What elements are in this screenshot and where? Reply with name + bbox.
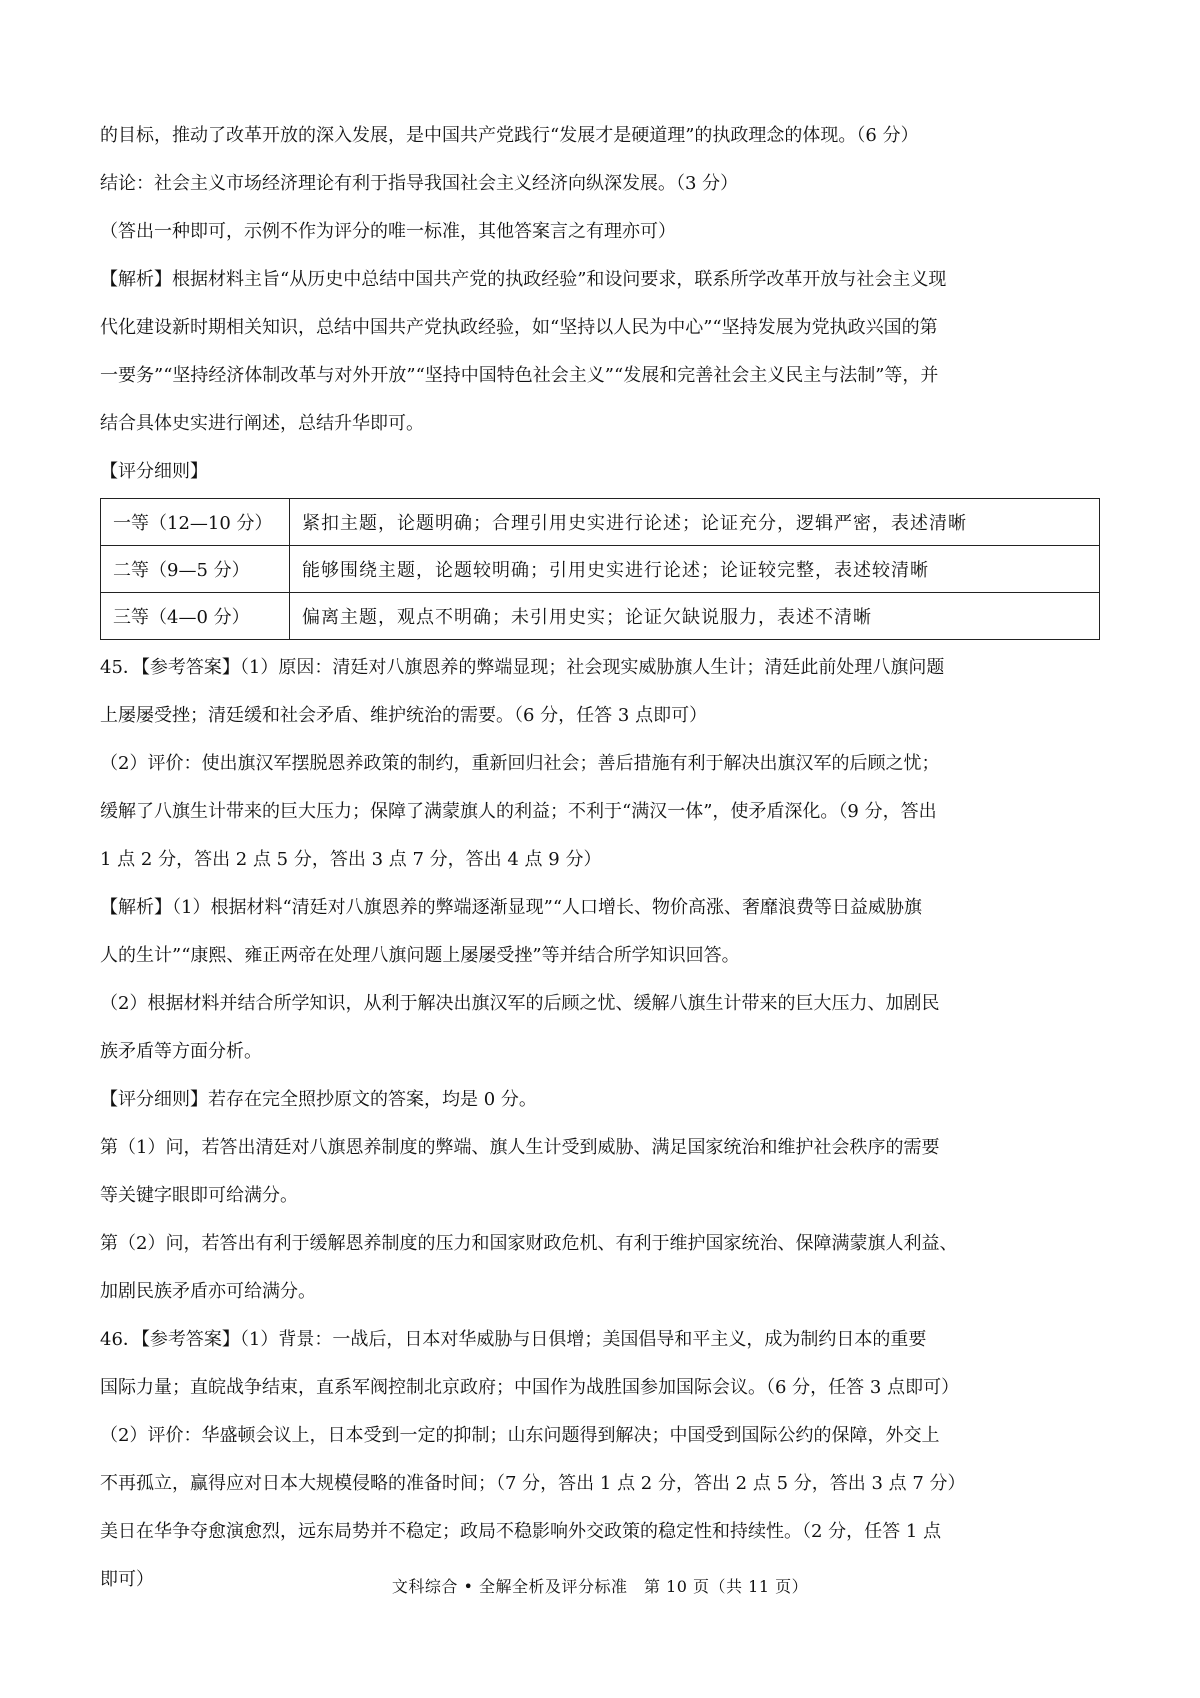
text-line: 【解析】（1）根据材料“清廷对八旗恩养的弊端逐渐显现”“人口增长、物价高涨、奢靡浪费等日益威胁旗	[100, 897, 923, 918]
grade-cell: 三等（4—0 分）	[101, 593, 290, 640]
text-line: 族矛盾等方面分析。	[100, 1041, 262, 1062]
text-line: 1 点 2 分，答出 2 点 5 分，答出 3 点 7 分，答出 4 点 9 分）	[100, 849, 602, 870]
text-line: 美日在华争夺愈演愈烈，远东局势并不稳定；政局不稳影响外交政策的稳定性和持续性。（2 分，任答 1 点	[100, 1521, 942, 1542]
text-line: 第（1）问，若答出清廷对八旗恩养制度的弊端、旗人生计受到威胁、满足国家统治和维护社会秩序的需要	[100, 1137, 940, 1158]
text-line: （2）评价：使出旗汉军摆脱恩养政策的制约，重新回归社会；善后措施有利于解决出旗汉军的后顾之忧；	[100, 753, 940, 774]
text-line: 第（2）问，若答出有利于缓解恩养制度的压力和国家财政危机、有利于维护国家统治、保障满蒙旗人利益、	[100, 1233, 958, 1254]
text-line: 【评分细则】若存在完全照抄原文的答案，均是 0 分。	[100, 1089, 537, 1110]
text-line: 46．【参考答案】（1）背景：一战后，日本对华威胁与日俱增；美国倡导和平主义，成为制约日本的重要	[100, 1329, 927, 1350]
text-line: 人的生计”“康熙、雍正两帝在处理八旗问题上屡屡受挫”等并结合所学知识回答。	[100, 945, 740, 966]
text-line: 即可）	[100, 1569, 154, 1590]
text-line: 【解析】根据材料主旨“从历史中总结中国共产党的执政经验”和设问要求，联系所学改革开放与社会主义现	[100, 269, 947, 290]
text-line: 45．【参考答案】（1）原因：清廷对八旗恩养的弊端显现；社会现实威胁旗人生计；清廷此前处理八旗问题	[100, 657, 945, 678]
text-line: 的目标，推动了改革开放的深入发展，是中国共产党践行“发展才是硬道理”的执政理念的体现。（6 分）	[100, 125, 919, 146]
text-line: 加剧民族矛盾亦可给满分。	[100, 1281, 316, 1302]
text-line: （2）根据材料并结合所学知识，从利于解决出旗汉军的后顾之忧、缓解八旗生计带来的巨大压力、加剧民	[100, 993, 940, 1014]
page-footer: 文科综合 • 全解全析及评分标准 第 10 页（共 11 页）	[391, 1577, 809, 1596]
grade-cell: 二等（9—5 分）	[101, 546, 290, 593]
table-row	[101, 499, 1100, 546]
text-line: 代化建设新时期相关知识，总结中国共产党执政经验，如“坚持以人民为中心”“坚持发展为党执政兴国的第	[100, 317, 938, 338]
text-line: 上屡屡受挫；清廷缓和社会矛盾、维护统治的需要。（6 分，任答 3 点即可）	[100, 705, 708, 726]
scoring-table	[100, 498, 1100, 640]
text-line: 结论：社会主义市场经济理论有利于指导我国社会主义经济向纵深发展。（3 分）	[100, 173, 739, 194]
text-line: （答出一种即可，示例不作为评分的唯一标准，其他答案言之有理亦可）	[100, 221, 676, 242]
text-line: 不再孤立，赢得应对日本大规模侵略的准备时间；（7 分，答出 1 点 2 分，答出 2 点 5 分，答出 3 点 7 分）	[100, 1473, 966, 1494]
text-line: 结合具体史实进行阐述，总结升华即可。	[100, 413, 424, 434]
criteria-cell: 紧扣主题，论题明确；合理引用史实进行论述；论证充分，逻辑严密，表述清晰	[290, 499, 1100, 546]
table-row	[101, 593, 1100, 640]
criteria-cell: 能够围绕主题，论题较明确；引用史实进行论述；论证较完整，表述较清晰	[290, 546, 1100, 593]
criteria-cell: 偏离主题，观点不明确；未引用史实；论证欠缺说服力，表述不清晰	[290, 593, 1100, 640]
grade-cell: 一等（12—10 分）	[101, 499, 290, 546]
text-line: 一要务”“坚持经济体制改革与对外开放”“坚持中国特色社会主义”“发展和完善社会主义民主与法制”等，并	[100, 365, 939, 386]
document-body	[100, 112, 1100, 1604]
text-line: 缓解了八旗生计带来的巨大压力；保障了满蒙旗人的利益；不利于“满汉一体”，使矛盾深化。（9 分，答出	[100, 801, 937, 822]
text-line: （2）评价：华盛顿会议上，日本受到一定的抑制；山东问题得到解决；中国受到国际公约的保障，外交上	[100, 1425, 940, 1446]
text-line: 等关键字眼即可给满分。	[100, 1185, 298, 1206]
scoring-heading: 【评分细则】	[100, 461, 208, 482]
table-row	[101, 546, 1100, 593]
text-line: 国际力量；直皖战争结束，直系军阀控制北京政府；中国作为战胜国参加国际会议。（6 分，任答 3 点即可）	[100, 1377, 960, 1398]
